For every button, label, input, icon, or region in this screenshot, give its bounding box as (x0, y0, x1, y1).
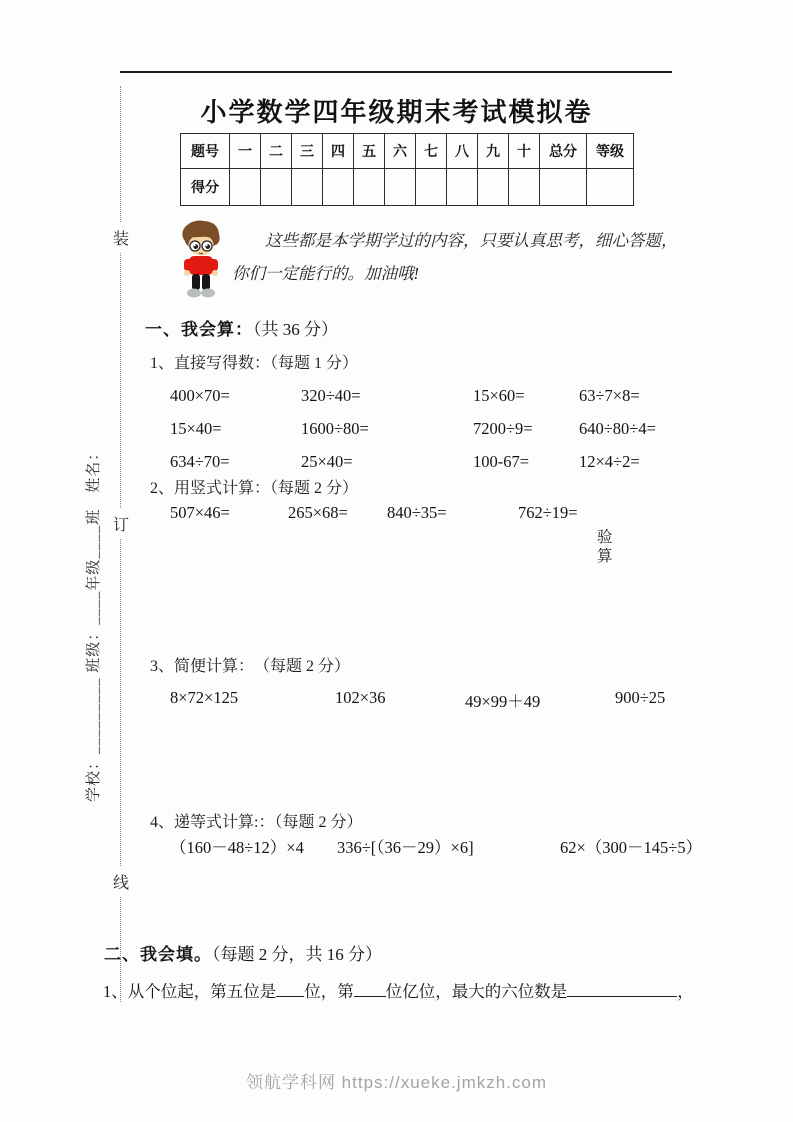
part1-label: 1、直接写得数：（每题 1 分） (150, 355, 359, 372)
problem-item: 102×36 (335, 688, 386, 707)
answer-blank (567, 981, 677, 997)
score-table-header-cell: 四 (323, 134, 354, 169)
problem-item: 12×4÷2= (579, 452, 640, 471)
binding-char-xian: 线 (112, 866, 130, 897)
q1-text: 位，第 (304, 982, 354, 1001)
answer-blank (276, 981, 304, 997)
q1-text: 位亿位，最大的六位数是 (385, 982, 568, 1001)
section1-heading (145, 315, 338, 340)
problem-item: 15×40= (170, 419, 222, 438)
page-title: 小学数学四年级期末考试模拟卷 (200, 97, 593, 127)
problem-item: 49×99＋49 (465, 692, 541, 711)
score-cell-empty (478, 169, 509, 206)
score-cell-empty (540, 169, 587, 206)
score-cell-empty (261, 169, 292, 206)
score-cell-empty (292, 169, 323, 206)
part2-problem-grid (170, 503, 610, 523)
answer-blank (354, 981, 386, 997)
problem-item: 63÷7×8= (579, 386, 640, 405)
problem-item: 100-67= (473, 452, 530, 471)
score-table-header-cell: 题号 (181, 134, 230, 169)
score-table-header-cell: 七 (416, 134, 447, 169)
fill-in-question-1 (103, 978, 694, 1002)
part3-label: 3、简便计算： （每题 2 分） (150, 658, 351, 675)
problem-item: 8×72×125 (170, 688, 239, 707)
part1-problem-grid (170, 386, 690, 472)
score-table-header-cell: 二 (261, 134, 292, 169)
section1-heading-title: 一、我会算： (145, 320, 253, 339)
problem-item: 1600÷80= (301, 419, 369, 438)
score-table-header-cell: 十 (509, 134, 540, 169)
problem-item: 15×60= (473, 386, 525, 405)
problem-item: （160－48÷12）×4 (170, 838, 304, 857)
binding-char-zhuang: 装 (112, 222, 130, 253)
problem-item: 320÷40= (301, 386, 361, 405)
top-divider (120, 71, 672, 73)
score-cell-empty (385, 169, 416, 206)
q1-text: ， (677, 982, 694, 1001)
score-cell-empty (447, 169, 478, 206)
problem-item: 640÷80÷4= (579, 419, 656, 438)
score-table-header-cell: 八 (447, 134, 478, 169)
check-note-vertical: 验算 (597, 529, 613, 566)
problem-item: 507×46= (170, 503, 230, 522)
score-cell-empty (416, 169, 447, 206)
q1-text: 1、从个位起，第五位是 (103, 982, 277, 1001)
binding-char-ding: 订 (112, 508, 130, 539)
section2-heading-score: （每题 2 分，共 16 分） (212, 945, 382, 964)
footer-watermark: 领航学科网 https://xueke.jmkzh.com (245, 1073, 548, 1092)
part3-problem-grid (170, 688, 690, 712)
score-cell-empty (230, 169, 261, 206)
section2-heading-title: 二、我会填。 (104, 945, 212, 964)
problem-item: 900÷25 (615, 688, 666, 707)
score-table-score-row (181, 169, 634, 206)
score-row-label: 得分 (181, 169, 230, 206)
problem-item: 634÷70= (170, 452, 230, 471)
problem-item: 25×40= (301, 452, 353, 471)
score-cell-empty (323, 169, 354, 206)
problem-item: 265×68= (288, 503, 348, 522)
problem-item: 336÷[（36－29）×6] (337, 838, 474, 857)
problem-item: 762÷19= (518, 503, 578, 522)
score-cell-empty (354, 169, 385, 206)
problem-item: 62×（300－145÷5） (560, 838, 703, 857)
part4-label: 4、递等式计算:：（每题 2 分） (150, 814, 363, 831)
score-table (180, 133, 634, 206)
score-table-header-cell: 六 (385, 134, 416, 169)
problem-item: 7200÷9= (473, 419, 533, 438)
section1-heading-score: （共 36 分） (253, 320, 338, 339)
intro-text: 这些都是本学期学过的内容，只要认真思考，细心答题，你们一定能行的。加油哦! (232, 231, 678, 283)
section2-heading (104, 940, 382, 965)
score-table-header-row (181, 134, 634, 169)
student-info-fields: 学校：_________ 班级：____年级____班 姓名： (86, 444, 102, 802)
problem-item: 840÷35= (387, 503, 447, 522)
part4-problem-grid (170, 834, 703, 858)
score-table-header-cell: 九 (478, 134, 509, 169)
score-table-header-cell: 三 (292, 134, 323, 169)
score-table-header-cell: 等级 (587, 134, 634, 169)
score-table-header-cell: 五 (354, 134, 385, 169)
problem-item: 400×70= (170, 386, 230, 405)
boy-mascot-icon (174, 218, 228, 302)
score-table-header-cell: 总分 (540, 134, 587, 169)
part2-label: 2、用竖式计算：（每题 2 分） (150, 480, 359, 497)
score-cell-empty (587, 169, 634, 206)
score-cell-empty (509, 169, 540, 206)
score-table-header-cell: 一 (230, 134, 261, 169)
